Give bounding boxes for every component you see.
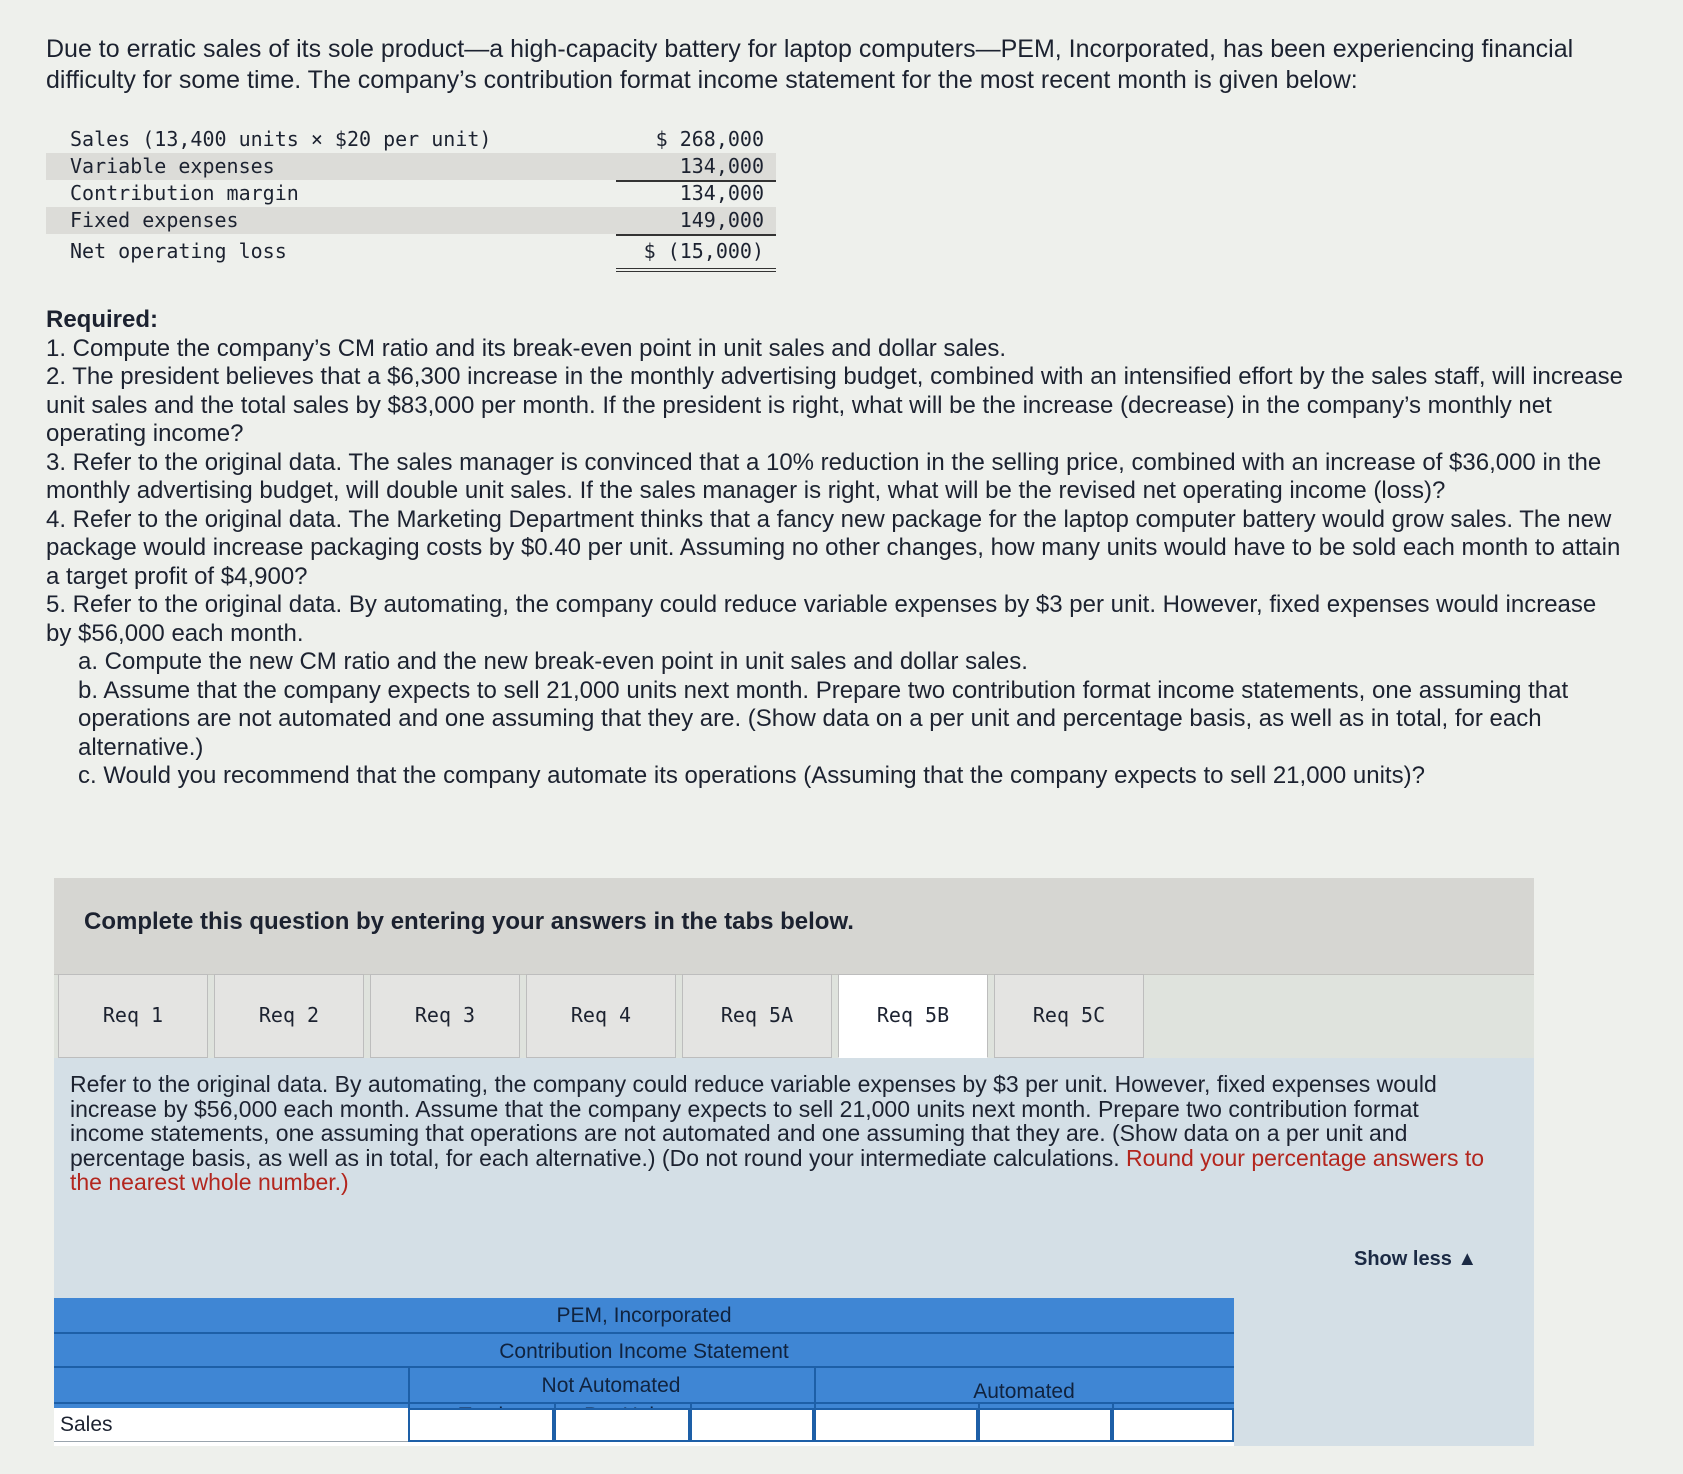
instruction-body: Refer to the original data. By automating, the company could reduce variable expenses by $3 per unit. However, fixed expenses would increase by $56,000 each month. Assume that the company expects to sell 21,000 units next month. Prepare two contribution format income statements, one assuming that operations are not automated and one assuming that they are. (Show data on a per unit and percentage basis, as well as in total, for each alternative.) (Do not round your intermediate calculations. [70, 1071, 1437, 1171]
statement-value: 134,000 [679, 181, 764, 205]
statement-label: Contribution margin [70, 181, 299, 205]
required-heading: Required: [46, 306, 159, 333]
tab-req-2[interactable]: Req 2 [214, 974, 364, 1058]
company-name: PEM, Incorporated [556, 1304, 732, 1327]
sales-percent-automated-input[interactable] [1112, 1408, 1234, 1442]
requirement-3: 3. Refer to the original data. The sales manager is convinced that a 10% reduction in the selling price, combined with an increase of $36,000 in the monthly advertising budget, will double unit sales. If the sales manager is right, what will be the revised net operating income (loss)? [46, 448, 1602, 504]
tab-bar [58, 974, 1158, 1058]
sales-per-unit-not-automated-input[interactable] [554, 1408, 690, 1442]
rounding-note: Round your percentage answers to the nearest whole number.) [70, 1144, 1485, 1195]
tab-req-5c[interactable]: Req 5C [994, 974, 1144, 1058]
intro-text [46, 34, 1606, 96]
required-section [46, 306, 1626, 791]
income-statement [46, 126, 776, 268]
statement-row-variable-expenses [46, 153, 776, 180]
tab-req-3[interactable]: Req 3 [370, 974, 520, 1058]
statement-label: Net operating loss [70, 239, 287, 263]
tab-content [54, 1058, 1534, 1446]
statement-row-contribution-margin [46, 180, 776, 207]
statement-row-fixed-expenses [46, 207, 776, 234]
requirement-2: 2. The president believes that a $6,300 increase in the monthly advertising budget, combined with an intensified effort by the sales staff, will increase unit sales and the total sales by $83,000 per month. If the president is right, what will be the increase (decrease) in the company’s monthly net operating income? [46, 363, 1623, 447]
not-automated-header: Not Automated [541, 1374, 681, 1397]
show-less-link[interactable]: Show less ▲ [1354, 1248, 1478, 1270]
row-label-sales: Sales [54, 1408, 408, 1442]
statement-value: $ (15,000) [616, 234, 776, 272]
statement-row-sales [46, 126, 776, 153]
automated-header: Automated [973, 1380, 1075, 1403]
statement-label: Sales (13,400 units × $20 per unit) [70, 127, 492, 151]
table-header-company [54, 1298, 1234, 1334]
statement-value: $ 268,000 [655, 127, 764, 151]
tab-req-5b[interactable]: Req 5B [838, 974, 988, 1058]
requirement-5c: c. Would you recommend that the company automate its operations (Assuming that the company expects to sell 21,000 units)? [78, 762, 1425, 789]
tab-req-5a[interactable]: Req 5A [682, 974, 832, 1058]
statement-title: Contribution Income Statement [499, 1340, 789, 1363]
statement-value: 149,000 [616, 207, 776, 236]
requirement-5b: b. Assume that the company expects to sell 21,000 units next month. Prepare two contribution format income statements, one assuming that operations are not automated and one assuming that they are. (Show data on a per unit and percentage basis, as well as in total, for each alternative.) [78, 676, 1569, 761]
answer-panel [54, 878, 1534, 1446]
statement-label: Variable expenses [70, 154, 275, 178]
tab-req-1[interactable]: Req 1 [58, 974, 208, 1058]
intro-paragraph: Due to erratic sales of its sole product—a high-capacity battery for laptop computers—PEM, Incorporated, has been experiencing financial difficulty for some time. The company’s contribution format income statement for the most recent month is given below: [46, 35, 1574, 94]
requirement-1: 1. Compute the company’s CM ratio and its break-even point in unit sales and dollar sales. [46, 334, 1007, 362]
requirement-5a: a. Compute the new CM ratio and the new break-even point in unit sales and dollar sales. [78, 648, 1028, 675]
panel-title: Complete this question by entering your answers in the tabs below. [84, 908, 854, 935]
statement-value: 134,000 [616, 153, 776, 182]
sales-per-unit-automated-input[interactable] [978, 1408, 1112, 1442]
instruction-text [70, 1072, 1490, 1195]
statement-row-net-operating-loss [46, 234, 776, 268]
sales-percent-not-automated-input[interactable] [690, 1408, 814, 1442]
statement-label: Fixed expenses [70, 208, 239, 232]
tab-req-4[interactable]: Req 4 [526, 974, 676, 1058]
sales-total-not-automated-input[interactable] [408, 1408, 554, 1442]
table-header-title [54, 1334, 1234, 1368]
requirement-4: 4. Refer to the original data. The Marketing Department thinks that a fancy new package for the laptop computer battery would grow sales. The new package would increase packaging costs by $0.40 per unit. Assuming no other changes, how many units would have to be sold each month to attain a target profit of $4,900? [46, 505, 1621, 590]
panel-header [54, 878, 1534, 975]
requirement-5: 5. Refer to the original data. By automating, the company could reduce variable expenses by $3 per unit. However, fixed expenses would increase by $56,000 each month. [46, 591, 1597, 647]
sales-total-automated-input[interactable] [814, 1408, 978, 1442]
table-header-groups [54, 1368, 1234, 1404]
